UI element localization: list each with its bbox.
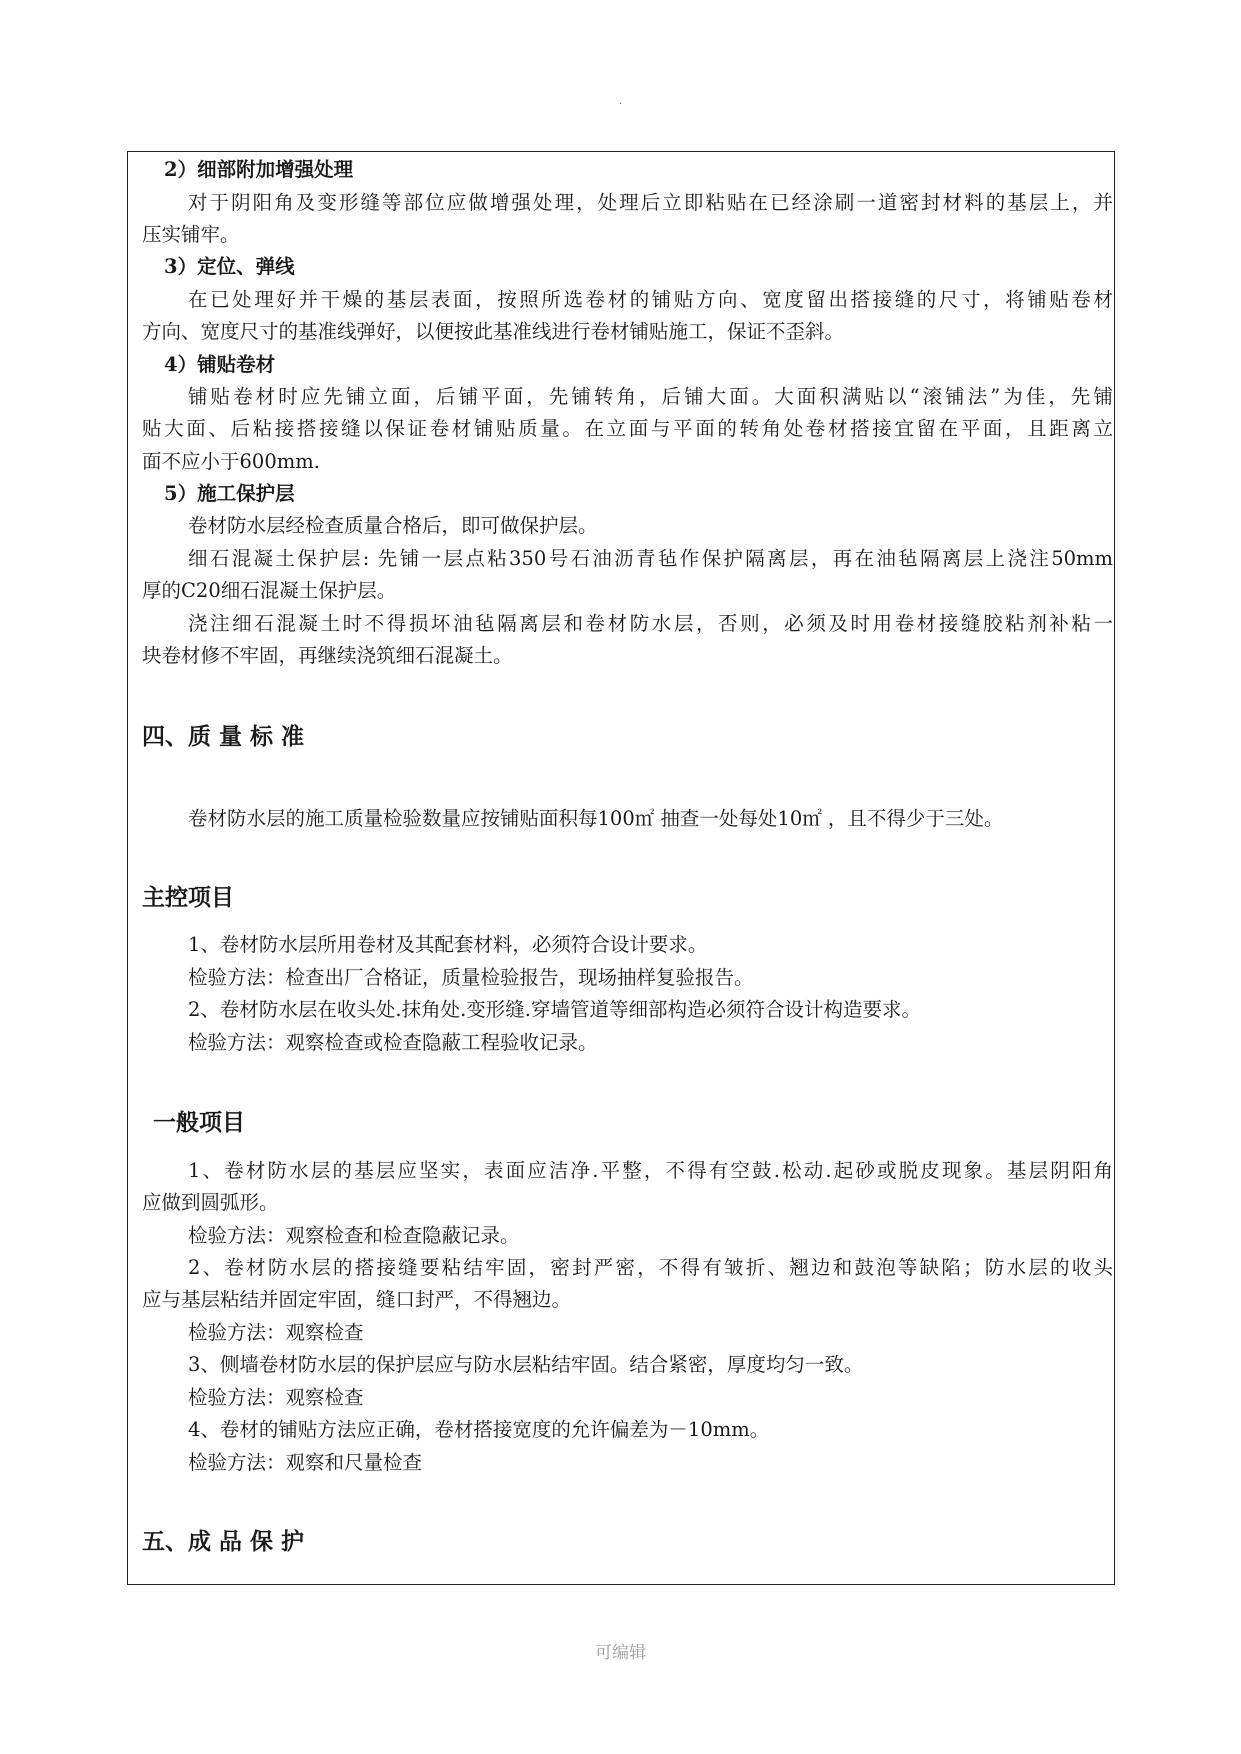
paragraph-line: 检验方法：观察和尺量检查 [188, 1451, 423, 1474]
section-title-main-items: 主控项目 [142, 884, 234, 911]
paragraph-line: 面不应小于600mm. [142, 450, 320, 473]
paragraph-line: 块卷材修不牢固，再继续浇筑细石混凝土。 [142, 644, 513, 667]
paragraph-line: 对于阴阳角及变形缝等部位应做增强处理，处理后立即粘贴在已经涂刷一道密封材料的基层上，并 [188, 191, 1113, 214]
paragraph-line: 压实铺牢。 [142, 223, 240, 246]
paragraph-line: 浇注细石混凝土时不得损坏油毡隔离层和卷材防水层，否则，必须及时用卷材接缝胶粘剂补粘一 [188, 612, 1113, 635]
heading-laying-membrane: 4）铺贴卷材 [164, 353, 276, 376]
heading-protective-layer: 5）施工保护层 [164, 482, 295, 505]
paragraph-line: 3、侧墙卷材防水层的保护层应与防水层粘结牢固。结合紧密，厚度均匀一致。 [188, 1353, 864, 1376]
page-footer: 可编辑 [595, 1643, 646, 1663]
paragraph-line: 卷材防水层的施工质量检验数量应按铺贴面积每100㎡ 抽查一处每处10㎡ ，且不得少于三处。 [188, 807, 1004, 830]
paragraph-line: 检验方法：观察检查 [188, 1386, 364, 1409]
section-title-general-items: 一般项目 [153, 1109, 245, 1136]
section-title-product-protection: 五、成 品 保 护 [142, 1528, 305, 1555]
heading-detail-reinforcement: 2）细部附加增强处理 [164, 158, 354, 181]
paragraph-line: 卷材防水层经检查质量合格后，即可做保护层。 [188, 514, 598, 537]
paragraph-line: 贴大面、后粘接搭接缝以保证卷材铺贴质量。在立面与平面的转角处卷材搭接宜留在平面，且距离立 [142, 417, 1113, 440]
heading-positioning: 3）定位、弹线 [164, 255, 295, 278]
paragraph-line: 方向、宽度尺寸的基准线弹好，以便按此基准线进行卷材铺贴施工，保证不歪斜。 [142, 320, 845, 343]
page-header-mark: . [619, 96, 623, 107]
paragraph-line: 细石混凝土保护层: 先铺一层点粘350号石油沥青毡作保护隔离层，再在油毡隔离层上浇注50mm [188, 547, 1113, 570]
paragraph-line: 在已处理好并干燥的基层表面，按照所选卷材的铺贴方向、宽度留出搭接缝的尺寸，将铺贴卷材 [188, 288, 1113, 311]
paragraph-line: 应做到圆弧形。 [142, 1191, 279, 1214]
paragraph-line: 检验方法：观察检查和检查隐蔽记录。 [188, 1224, 520, 1247]
paragraph-line: 2、卷材防水层在收头处.抹角处.变形缝.穿墙管道等细部构造必须符合设计构造要求。 [188, 998, 922, 1021]
paragraph-line: 厚的C20细石混凝土保护层。 [142, 579, 397, 602]
section-title-quality-standard: 四、质 量 标 准 [142, 723, 305, 750]
paragraph-line: 1、卷材防水层的基层应坚实，表面应洁净.平整，不得有空鼓.松动.起砂或脱皮现象。基层阴阳角 [188, 1159, 1113, 1182]
paragraph-line: 应与基层粘结并固定牢固，缝口封严，不得翘边。 [142, 1288, 572, 1311]
paragraph-line: 2、卷材防水层的搭接缝要粘结牢固，密封严密，不得有皱折、翘边和鼓泡等缺陷；防水层的收头 [188, 1256, 1113, 1279]
paragraph-line: 检验方法：观察检查 [188, 1321, 364, 1344]
paragraph-line: 1、卷材防水层所用卷材及其配套材料，必须符合设计要求。 [188, 933, 708, 956]
paragraph-line: 铺贴卷材时应先铺立面，后铺平面，先铺转角，后铺大面。大面积满贴以“滚铺法”为佳，先铺 [188, 385, 1113, 408]
paragraph-line: 检验方法：检查出厂合格证，质量检验报告，现场抽样复验报告。 [188, 966, 754, 989]
paragraph-line: 4、卷材的铺贴方法应正确，卷材搭接宽度的允许偏差为－10mm。 [188, 1418, 770, 1441]
document-frame [127, 151, 1115, 1585]
paragraph-line: 检验方法：观察检查或检查隐蔽工程验收记录。 [188, 1031, 598, 1054]
